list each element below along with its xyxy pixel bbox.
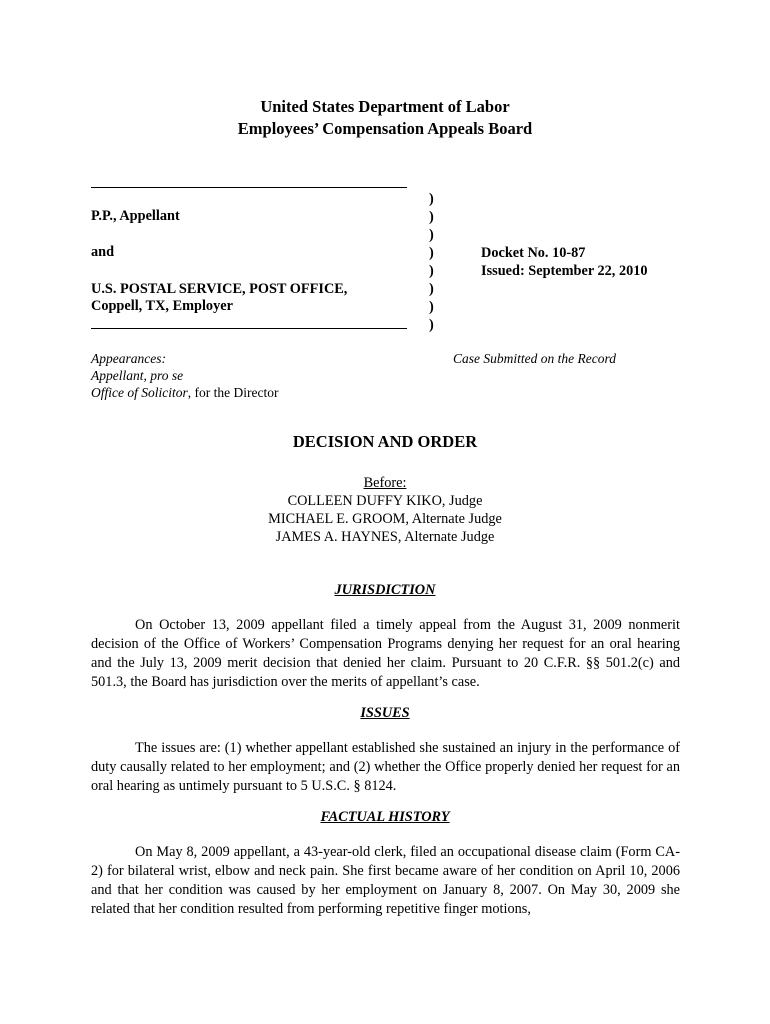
appellant-appearance: Appellant, pro se — [91, 368, 184, 383]
jurisdiction-heading: JURISDICTION — [334, 582, 436, 598]
caption-paren: ) — [429, 299, 434, 315]
appearances-label: Appearances: — [91, 351, 166, 366]
office-appearance-italic: Office of Solicitor — [91, 385, 188, 400]
office-appearance-rest: , for the Director — [187, 385, 279, 400]
agency-name: United States Department of Labor — [260, 97, 510, 116]
caption-paren: ) — [429, 263, 434, 279]
employer-line-1: U.S. POSTAL SERVICE, POST OFFICE, — [91, 281, 348, 297]
judge-1: COLLEEN DUFFY KIKO, Judge — [287, 493, 483, 509]
employer-line-2: Coppell, TX, Employer — [91, 298, 233, 314]
board-name: Employees’ Compensation Appeals Board — [237, 119, 533, 138]
jurisdiction-paragraph: On October 13, 2009 appellant filed a timely appeal from the August 31, 2009 nonmerit decision of the Office of Workers’ Compensation Programs denying her request for an oral hearing and the July 13, 2009 merit decision that denied her claim. Pursuant to 20 C.F.R. §§ 501.2(c) and 501.3, the Board has jurisdiction over the merits of appellant’s case. — [91, 617, 680, 690]
office-appearance — [91, 384, 278, 402]
docket-number: Docket No. 10-87 — [481, 245, 586, 261]
caption-paren: ) — [429, 317, 434, 333]
document-header — [0, 96, 770, 140]
factual-history-paragraph: On May 8, 2009 appellant, a 43-year-old clerk, filed an occupational disease claim (Form CA-2) for bilateral wrist, elbow and neck pain. She first became aware of her condition on April 10, 2006 and that her condition was caused by her employment on January 8, 2007. On May 30, 2009 she related that her condition resulted from performing repetitive finger motions, — [91, 844, 680, 917]
appellant-name: P.P., Appellant — [91, 208, 180, 224]
caption-top-rule — [91, 187, 407, 188]
issues-heading: ISSUES — [360, 705, 410, 721]
caption-paren: ) — [429, 245, 434, 261]
judge-3: JAMES A. HAYNES, Alternate Judge — [275, 529, 495, 545]
judge-2: MICHAEL E. GROOM, Alternate Judge — [268, 511, 502, 527]
issued-date: Issued: September 22, 2010 — [481, 263, 648, 279]
issues-paragraph: The issues are: (1) whether appellant established she sustained an injury in the performance of duty causally related to her employment; and (2) whether the Office properly denied her request for an oral hearing as untimely pursuant to 5 U.S.C. § 8124. — [91, 740, 680, 794]
caption-paren: ) — [429, 209, 434, 225]
caption-bottom-rule — [91, 328, 407, 329]
caption-paren: ) — [429, 227, 434, 243]
case-submitted: Case Submitted on the Record — [453, 351, 616, 366]
caption-paren: ) — [429, 191, 434, 207]
caption-paren: ) — [429, 281, 434, 297]
factual-history-heading: FACTUAL HISTORY — [320, 809, 450, 825]
before-label: Before: — [363, 475, 407, 491]
caption-and: and — [91, 244, 115, 260]
decision-title: DECISION AND ORDER — [292, 432, 478, 451]
